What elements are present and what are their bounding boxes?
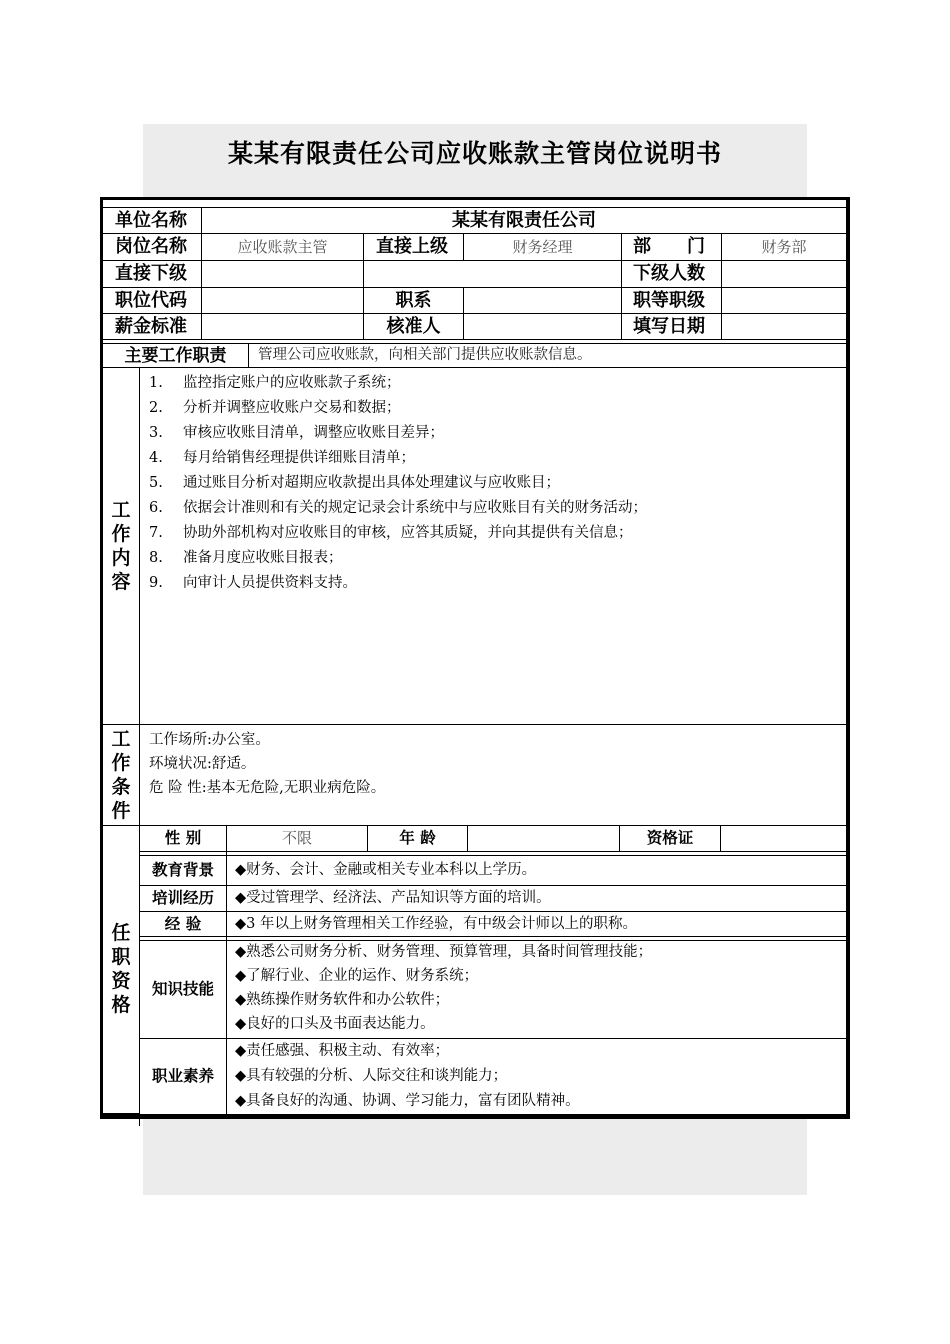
training-label: 培训经历 — [151, 889, 214, 907]
direct-subordinate-label: 直接下级 — [115, 263, 187, 284]
work-environment: 环境状况:舒适。 — [149, 756, 256, 772]
fill-date-label: 填写日期 — [633, 316, 705, 337]
list-item: ◆熟练操作财务软件和办公软件； — [235, 992, 450, 1008]
certificate-label: 资格证 — [646, 829, 694, 847]
approver-label: 核准人 — [386, 316, 441, 337]
age-value — [468, 826, 619, 851]
gender-value: 不限 — [281, 829, 312, 847]
list-item: ◆具有较强的分析、人际交往和谈判能力； — [235, 1068, 508, 1084]
skills-list — [235, 940, 843, 1038]
list-item: ◆良好的口头及书面表达能力。 — [235, 1016, 435, 1032]
salary-label: 薪金标准 — [115, 316, 187, 337]
certificate-value — [721, 826, 846, 851]
education-text: ◆财务、会计、金融或相关专业本科以上学历。 — [235, 862, 537, 878]
quality-label: 职业素养 — [151, 1067, 214, 1085]
subordinate-count-label: 下级人数 — [633, 263, 705, 284]
experience-label: 经 验 — [164, 915, 202, 933]
row-line — [139, 936, 846, 937]
unit-name-label: 单位名称 — [115, 210, 187, 231]
job-series-value — [464, 288, 621, 313]
list-item: ◆责任感强、积极主动、有效率； — [235, 1043, 450, 1059]
list-item: ◆熟悉公司财务分析、财务管理、预算管理，具备时间管理技能； — [235, 944, 653, 960]
col-line — [226, 825, 227, 1115]
work-content-list — [149, 371, 844, 611]
main-duty-label: 主要工作职责 — [124, 346, 227, 366]
row-line — [103, 367, 846, 368]
work-conditions-label: 工 作 条 件 — [111, 728, 131, 822]
direct-superior-value: 财务经理 — [512, 238, 573, 256]
department-value: 财务部 — [761, 238, 807, 256]
list-item: 3. 审核应收账目清单，调整应收账目差异； — [149, 425, 444, 441]
position-name-value: 应收账款主管 — [237, 238, 328, 256]
direct-subordinate-value — [202, 261, 621, 287]
gender-label: 性 别 — [164, 829, 202, 847]
position-name-label: 岗位名称 — [115, 236, 187, 257]
work-place: 工作场所:办公室。 — [149, 732, 270, 748]
list-item: ◆了解行业、企业的运作、财务系统； — [235, 968, 479, 984]
job-series-label: 职系 — [395, 290, 432, 311]
education-label: 教育背景 — [151, 861, 214, 879]
department-label: 部 门 — [633, 236, 705, 257]
subordinate-count-value — [722, 261, 846, 287]
quality-list — [235, 1039, 843, 1114]
work-danger: 危 险 性:基本无危险,无职业病危险。 — [149, 780, 386, 796]
approver-value — [464, 314, 621, 339]
col-line — [248, 343, 249, 367]
skills-label: 知识技能 — [151, 980, 214, 998]
row-line — [103, 1113, 139, 1115]
row-line — [139, 851, 846, 852]
list-item: 4. 每月给销售经理提供详细账目清单； — [149, 450, 415, 466]
main-duty-text: 管理公司应收账款，向相关部门提供应收账款信息。 — [258, 347, 592, 363]
fill-date-value — [722, 314, 846, 339]
list-item: 6. 依据会计准则和有关的规定记录会计系统中与应收账目有关的财务活动； — [149, 500, 647, 516]
position-code-value — [202, 288, 363, 313]
age-label: 年 龄 — [399, 829, 436, 847]
list-item: ◆具备良好的沟通、协调、学习能力，富有团队精神。 — [235, 1093, 580, 1109]
list-item: 8. 准备月度应收账目报表； — [149, 550, 343, 566]
list-item: 5. 通过账目分析对超期应收款提出具体处理建议与应收账目； — [149, 475, 560, 491]
row-line — [103, 339, 846, 340]
document-title: 某某有限责任公司应收账款主管岗位说明书 — [227, 139, 722, 168]
list-item: 9. 向审计人员提供资料支持。 — [149, 575, 357, 591]
job-description-table — [100, 197, 850, 1119]
list-item: 7. 协助外部机构对应收账目的审核，应答其质疑，并向其提供有关信息； — [149, 525, 633, 541]
job-grade-value — [722, 288, 846, 313]
direct-superior-label: 直接上级 — [376, 236, 448, 257]
position-code-label: 职位代码 — [115, 290, 187, 311]
experience-text: ◆3 年以上财务管理相关工作经验，有中级会计师以上的职称。 — [235, 916, 637, 932]
list-item: 2. 分析并调整应收账户交易和数据； — [149, 400, 401, 416]
job-grade-label: 职等职级 — [633, 290, 705, 311]
salary-value — [202, 314, 363, 339]
row-line — [103, 724, 846, 725]
training-text: ◆受过管理学、经济法、产品知识等方面的培训。 — [235, 890, 551, 906]
work-content-label: 工 作 内 容 — [111, 499, 131, 593]
qualifications-label: 任 职 资 格 — [111, 922, 131, 1016]
unit-name-value: 某某有限责任公司 — [452, 210, 596, 231]
list-item: 1. 监控指定账户的应收账款子系统； — [149, 375, 401, 391]
